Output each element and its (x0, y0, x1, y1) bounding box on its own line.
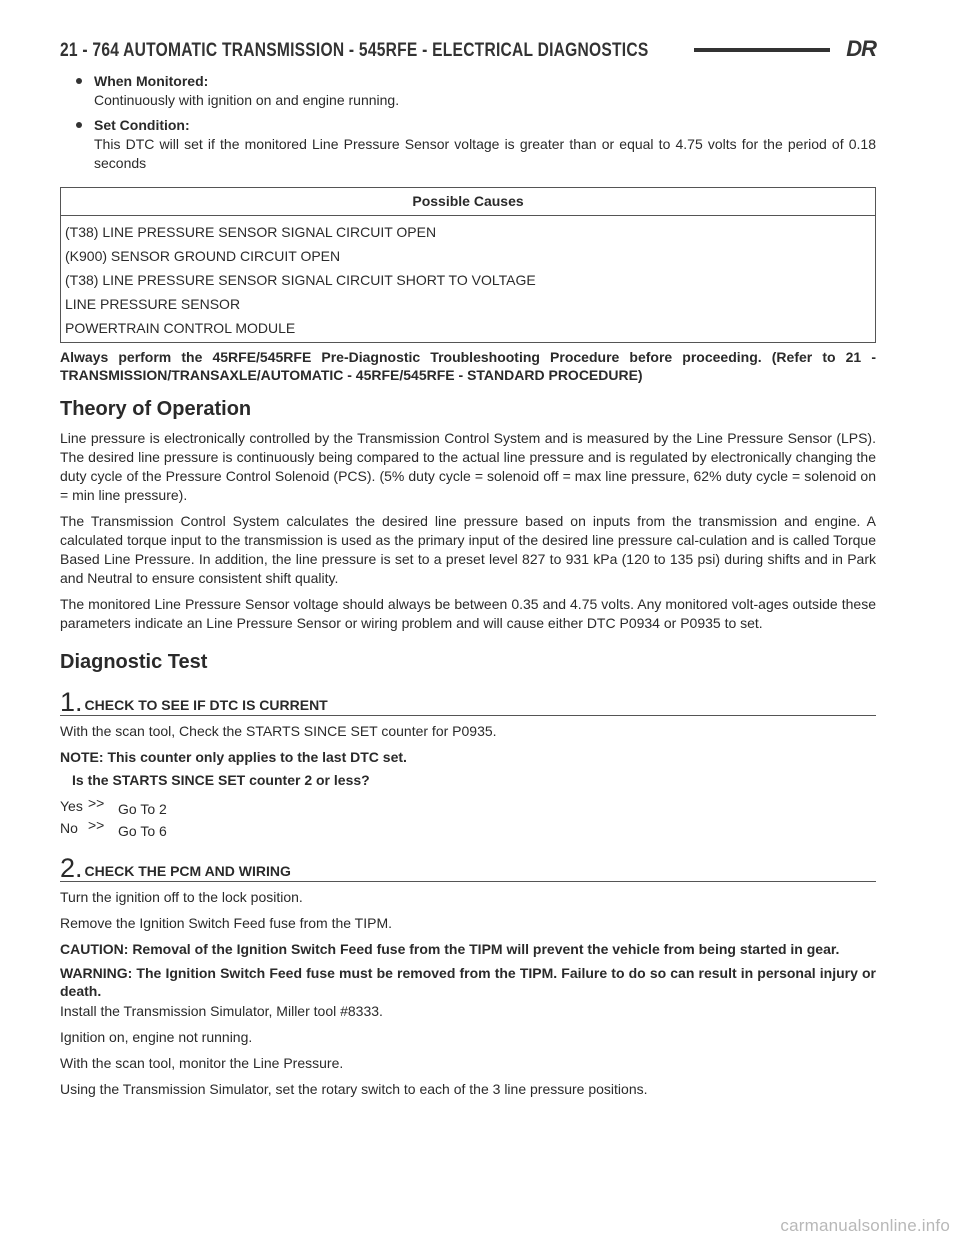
bullet-heading: When Monitored: (94, 73, 209, 89)
bullet-heading: Set Condition: (94, 117, 190, 133)
theory-heading: Theory of Operation (60, 398, 252, 420)
step-number: 2. (60, 853, 83, 883)
list-item (60, 72, 876, 110)
cause-item: (T38) LINE PRESSURE SENSOR SIGNAL CIRCUIT SHORT TO VOLTAGE (65, 272, 536, 288)
arrow-icon: >> (88, 817, 105, 833)
answer-label: No (60, 820, 78, 836)
bullet-text: Continuously with ignition on and engine running. (94, 92, 400, 108)
step-question: Is the STARTS SINCE SET counter 2 or less? (72, 772, 370, 788)
step-number: 1. (60, 687, 83, 717)
page-title: 21 - 764 AUTOMATIC TRANSMISSION - 545RFE - ELECTRICAL DIAGNOSTICS (60, 40, 649, 61)
step-title: CHECK TO SEE IF DTC IS CURRENT (84, 697, 328, 713)
page-header (60, 36, 876, 66)
step-text: With the scan tool, Check the STARTS SINCE SET counter for P0935. (60, 723, 497, 739)
arrow-icon: >> (88, 795, 105, 811)
diagnostic-heading: Diagnostic Test (60, 651, 208, 673)
bullet-icon (76, 78, 82, 84)
theory-paragraph: The Transmission Control System calculates the desired line pressure based on inputs from the transmission and engine. A calculated torque input to the transmission is used as the primary input of the desired line pressure cal-culation and is called Torque Based Line Pressure. In addition, the line pressure is set to a preset level 827 to 931 kPa (120 to 135 psi) during shifts and in Park and Neutral to ensure consistent shift quality. (60, 513, 876, 586)
dr-logo: DR (846, 36, 876, 61)
answer-yes (60, 795, 876, 817)
warning-note: WARNING: The Ignition Switch Feed fuse must be removed from the TIPM. Failure to do so can result in personal injury or death. (60, 965, 876, 999)
caution-note: CAUTION: Removal of the Ignition Switch Feed fuse from the TIPM will prevent the vehicle from being started in gear. (60, 941, 840, 957)
monitor-conditions (60, 72, 876, 173)
step-note: NOTE: This counter only applies to the last DTC set. (60, 749, 407, 765)
manual-page (60, 36, 876, 1106)
header-rule (694, 48, 830, 52)
goto-link[interactable]: Go To 2 (118, 801, 167, 817)
step-text: Ignition on, engine not running. (60, 1029, 253, 1045)
possible-causes-table (60, 187, 876, 343)
cause-item: POWERTRAIN CONTROL MODULE (65, 320, 296, 336)
step-text: Install the Transmission Simulator, Miller tool #8333. (60, 1003, 383, 1019)
cause-item: (K900) SENSOR GROUND CIRCUIT OPEN (65, 248, 341, 264)
answer-label: Yes (60, 798, 83, 814)
step-2-header (60, 853, 876, 883)
causes-heading: Possible Causes (61, 188, 875, 216)
step-title: CHECK THE PCM AND WIRING (84, 863, 291, 879)
list-item (60, 116, 876, 173)
answer-no (60, 817, 876, 839)
cause-item: LINE PRESSURE SENSOR (65, 296, 241, 312)
pre-diagnostic-note: Always perform the 45RFE/545RFE Pre-Diagnostic Troubleshooting Procedure before proceeding. (Refer to 21 - TRANSMISSION/TRANSAXLE/AUTOMATIC - 45RFE/545RFE - STANDARD PROCEDURE) (60, 349, 876, 383)
step-text: With the scan tool, monitor the Line Pressure. (60, 1055, 344, 1071)
bullet-icon (76, 122, 82, 128)
step-text: Turn the ignition off to the lock position. (60, 889, 303, 905)
cause-item: (T38) LINE PRESSURE SENSOR SIGNAL CIRCUIT OPEN (65, 224, 437, 240)
goto-link[interactable]: Go To 6 (118, 823, 167, 839)
step-text: Using the Transmission Simulator, set the rotary switch to each of the 3 line pressure positions. (60, 1081, 648, 1097)
theory-paragraph: The monitored Line Pressure Sensor voltage should always be between 0.35 and 4.75 volts. Any monitored volt-ages outside these parameters indicate an Line Pressure Sensor or wiring problem and will cause either DTC P0934 or P0935 to set. (60, 596, 876, 631)
bullet-text: This DTC will set if the monitored Line Pressure Sensor voltage is greater than or equal to 4.75 volts for the period of 0.18 seconds (94, 136, 876, 171)
theory-paragraph: Line pressure is electronically controlled by the Transmission Control System and is measured by the Line Pressure Sensor (LPS). The desired line pressure is continuously being compared to the actual line pressure and is regulated by electronically changing the duty cycle of the Pressure Control Solenoid (PCS). (5% duty cycle = solenoid off = max line pressure, 62% duty cycle = solenoid on = min line pressure). (60, 430, 876, 503)
step-text: Remove the Ignition Switch Feed fuse from the TIPM. (60, 915, 393, 931)
step-1-header (60, 687, 876, 717)
watermark: carmanualsonline.info (780, 1216, 950, 1235)
